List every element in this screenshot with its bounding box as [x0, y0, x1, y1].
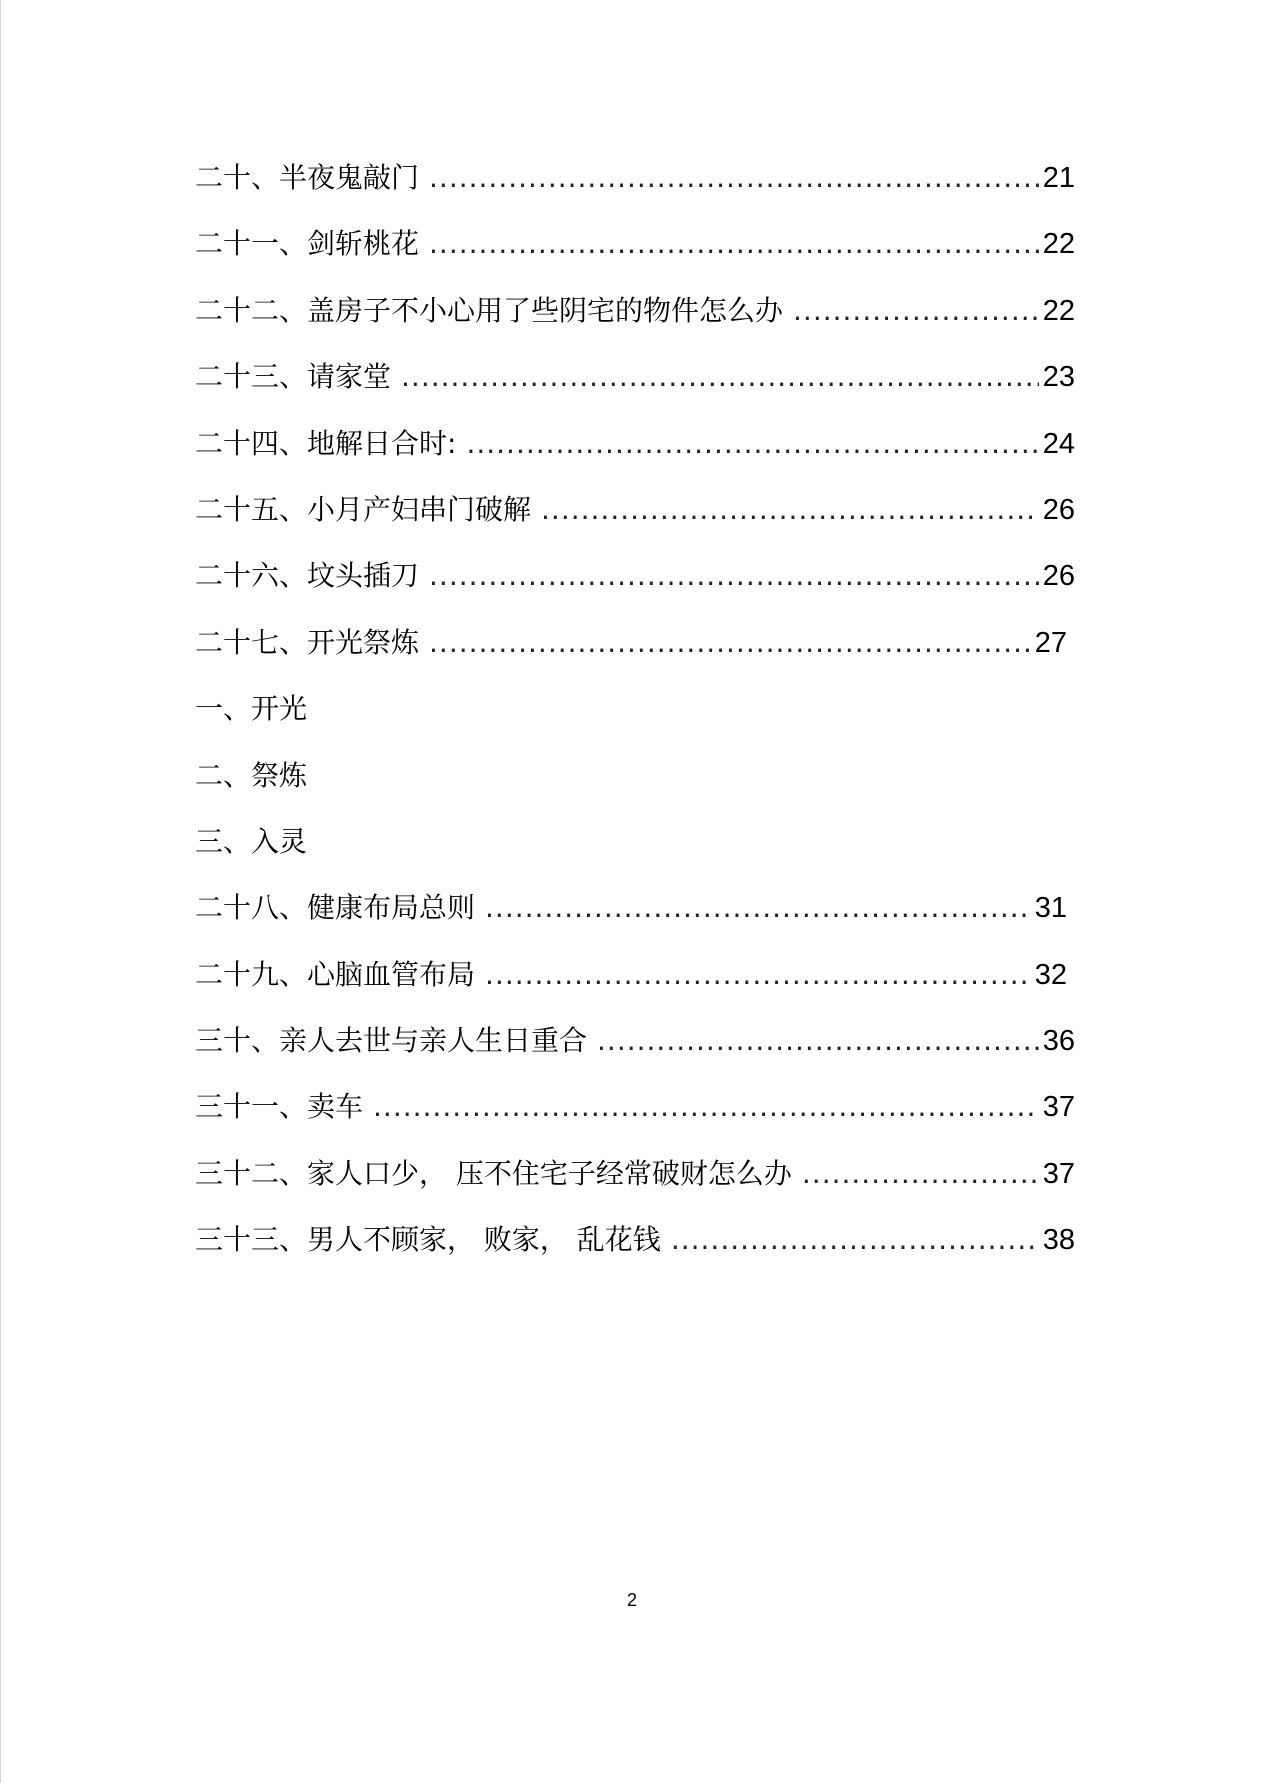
page-number: 2	[626, 1590, 637, 1610]
toc-entry[interactable]	[195, 426, 1075, 492]
toc-leader-dots	[429, 558, 1039, 594]
toc-leader-dots	[485, 890, 1031, 926]
toc-leader-dots	[429, 226, 1039, 262]
toc-entry-page: 22	[1042, 228, 1075, 261]
toc-entry-page: 27	[1034, 626, 1067, 659]
toc-entry[interactable]	[195, 1222, 1075, 1288]
toc-entry-title: 二十、半夜鬼敲门	[195, 161, 420, 194]
toc-entry-title: 三十一、卖车	[195, 1090, 364, 1124]
toc-entry-page: 31	[1034, 892, 1067, 925]
toc-entry[interactable]	[195, 957, 1075, 1023]
toc-entry-page: 37	[1042, 1157, 1075, 1190]
toc-entry-title: 二十九、心脑血管布局	[195, 957, 476, 991]
toc-entry-page: 21	[1042, 162, 1075, 194]
toc-entry-title: 二十七、开光祭炼	[195, 625, 420, 659]
toc-entry-page: 26	[1042, 560, 1075, 593]
toc-subentry[interactable]	[195, 691, 1075, 757]
table-of-contents	[195, 160, 1075, 1289]
toc-entry-page: 26	[1042, 493, 1075, 526]
toc-entry-title: 三十二、家人口少， 压不住宅子经常破财怎么办	[195, 1156, 792, 1190]
toc-leader-dots	[373, 1089, 1039, 1125]
toc-leader-dots	[466, 426, 1038, 462]
toc-entry-page: 37	[1042, 1091, 1075, 1124]
toc-subentry-title: 三、入灵	[195, 824, 308, 858]
toc-leader-dots	[671, 1222, 1039, 1258]
toc-entry-page: 24	[1042, 427, 1075, 460]
toc-entry-title: 二十一、剑斩桃花	[195, 227, 420, 261]
toc-entry-page: 23	[1042, 361, 1075, 394]
toc-entry[interactable]	[195, 890, 1075, 956]
toc-entry-title: 二十二、盖房子不小心用了些阴宅的物件怎么办	[195, 293, 784, 327]
toc-entry-title: 二十六、坟头插刀	[195, 559, 420, 593]
toc-subentry[interactable]	[195, 758, 1075, 824]
toc-entry-page: 36	[1042, 1025, 1075, 1058]
toc-entry-title: 二十三、请家堂	[195, 360, 392, 394]
toc-entry-title: 二十五、小月产妇串门破解	[195, 492, 532, 526]
toc-leader-dots	[485, 957, 1031, 993]
toc-entry[interactable]	[195, 558, 1075, 624]
toc-entry-page: 38	[1042, 1224, 1075, 1257]
toc-leader-dots	[793, 293, 1039, 329]
toc-subentry-title: 二、祭炼	[195, 758, 308, 792]
toc-entry-title: 二十四、地解日合时:	[195, 426, 457, 460]
toc-entry[interactable]	[195, 1089, 1075, 1155]
toc-leader-dots	[401, 359, 1039, 395]
toc-entry[interactable]	[195, 1156, 1075, 1222]
toc-entry-title: 三十、亲人去世与亲人生日重合	[195, 1024, 588, 1058]
toc-entry[interactable]	[195, 359, 1075, 425]
toc-leader-dots	[429, 160, 1039, 196]
toc-entry[interactable]	[195, 226, 1075, 292]
toc-entry[interactable]	[195, 160, 1075, 226]
toc-leader-dots	[802, 1156, 1039, 1192]
toc-leader-dots	[429, 625, 1031, 661]
toc-leader-dots	[597, 1023, 1039, 1059]
toc-entry[interactable]	[195, 625, 1075, 691]
toc-entry[interactable]	[195, 1023, 1075, 1089]
toc-entry-page: 22	[1042, 294, 1075, 327]
toc-subentry[interactable]	[195, 824, 1075, 890]
toc-entry-title: 三十三、男人不顾家， 败家， 乱花钱	[195, 1223, 661, 1257]
toc-leader-dots	[541, 492, 1039, 528]
toc-entry-title: 二十八、健康布局总则	[195, 891, 476, 925]
toc-entry[interactable]	[195, 492, 1075, 558]
toc-entry[interactable]	[195, 293, 1075, 359]
toc-entry-page: 32	[1034, 958, 1067, 991]
toc-subentry-title: 一、开光	[195, 692, 308, 726]
